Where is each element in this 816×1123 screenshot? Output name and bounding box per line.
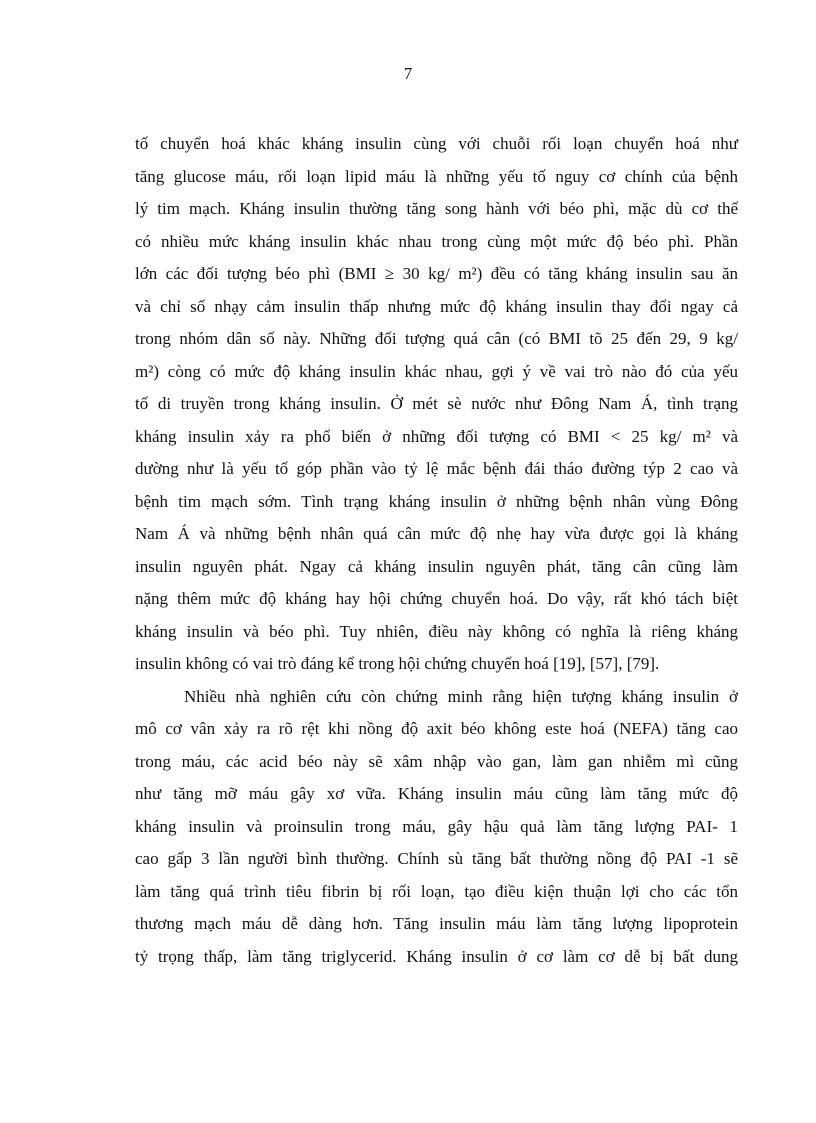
text-line: lý tim mạch. Kháng insulin thường tăng song hành với béo phì, mặc dù cơ thể (135, 199, 738, 218)
text-line: thương mạch máu dễ dàng hơn. Tăng insulin máu làm tăng lượng lipoprotein (135, 914, 738, 933)
text-line: trong máu, các acid béo này sẽ xâm nhập vào gan, làm gan nhiễm mì cũng (135, 751, 738, 771)
text-line: và chỉ số nhạy cảm insulin thấp nhưng mức độ kháng insulin thay đổi ngay cả (135, 296, 738, 316)
text-line: Nhiều nhà nghiên cứu còn chứng minh rằng hiện tượng kháng insulin ở (184, 686, 738, 706)
text-line: trong nhóm dân số này. Những đối tượng quá cân (có BMI tõ 25 đến 29, 9 kg/ (135, 329, 738, 348)
page-number: 7 (403, 64, 413, 83)
text-line: dường như là yếu tố góp phần vào tỷ lệ mắc bệnh đái tháo đường týp 2 cao và (135, 459, 738, 478)
text-line: như tăng mỡ máu gây xơ vữa. Kháng insulin máu cũng làm tăng mức độ (135, 784, 738, 803)
text-line: insulin nguyên phát. Ngay cả kháng insulin nguyên phát, tăng cân cũng làm (135, 556, 738, 576)
text-line: tỷ trọng thấp, làm tăng triglycerid. Kháng insulin ở cơ làm cơ dễ bị bất dung (135, 946, 738, 966)
text-line: làm tăng quá trình tiêu fibrin bị rối loạn, tạo điều kiện thuận lợi cho các tổn (135, 881, 738, 901)
body-text (135, 128, 738, 973)
text-line: tăng glucose máu, rối loạn lipid máu là những yếu tố nguy cơ chính của bệnh (135, 166, 738, 186)
text-line: tố chuyển hoá khác kháng insulin cùng với chuỗi rối loạn chuyển hoá như (135, 134, 738, 153)
text-line: mô cơ vân xảy ra rõ rệt khi nồng độ axit béo không este hoá (NEFA) tăng cao (135, 719, 738, 738)
text-line: m²) còng có mức độ kháng insulin khác nhau, gợi ý về vai trò nào đó của yếu (135, 361, 738, 381)
text-line: Nam Á và những bệnh nhân quá cân mức độ nhẹ hay vừa được gọi là kháng (135, 524, 738, 543)
paragraph (135, 128, 738, 681)
text-line: lớn các đối tượng béo phì (BMI ≥ 30 kg/ m²) đều có tăng kháng insulin sau ăn (135, 264, 738, 283)
text-line: nặng thêm mức độ kháng hay hội chứng chuyển hoá. Do vậy, rất khó tách biệt (135, 589, 738, 608)
text-line: cao gấp 3 lần người bình thường. Chính sù tăng bất thường nồng độ PAI -1 sẽ (135, 849, 738, 868)
text-line: kháng insulin và béo phì. Tuy nhiên, điều này không có nghĩa là riêng kháng (135, 621, 738, 641)
text-line: kháng insulin xảy ra phổ biến ở những đối tượng có BMI < 25 kg/ m² và (135, 426, 738, 446)
text-line: kháng insulin và proinsulin trong máu, gây hậu quả làm tăng lượng PAI- 1 (135, 816, 738, 836)
paragraph (135, 681, 738, 974)
text-line: có nhiều mức kháng insulin khác nhau trong cùng một mức độ béo phì. Phần (135, 231, 738, 251)
text-line: insulin không có vai trò đáng kể trong hội chứng chuyển hoá [19], [57], [79]. (135, 654, 660, 673)
text-line: bệnh tim mạch sớm. Tình trạng kháng insulin ở những bệnh nhân vùng Đông (135, 491, 738, 511)
text-line: tố di truyền trong kháng insulin. Ở mét sè nước như Đông Nam Á, tình trạng (135, 394, 738, 413)
